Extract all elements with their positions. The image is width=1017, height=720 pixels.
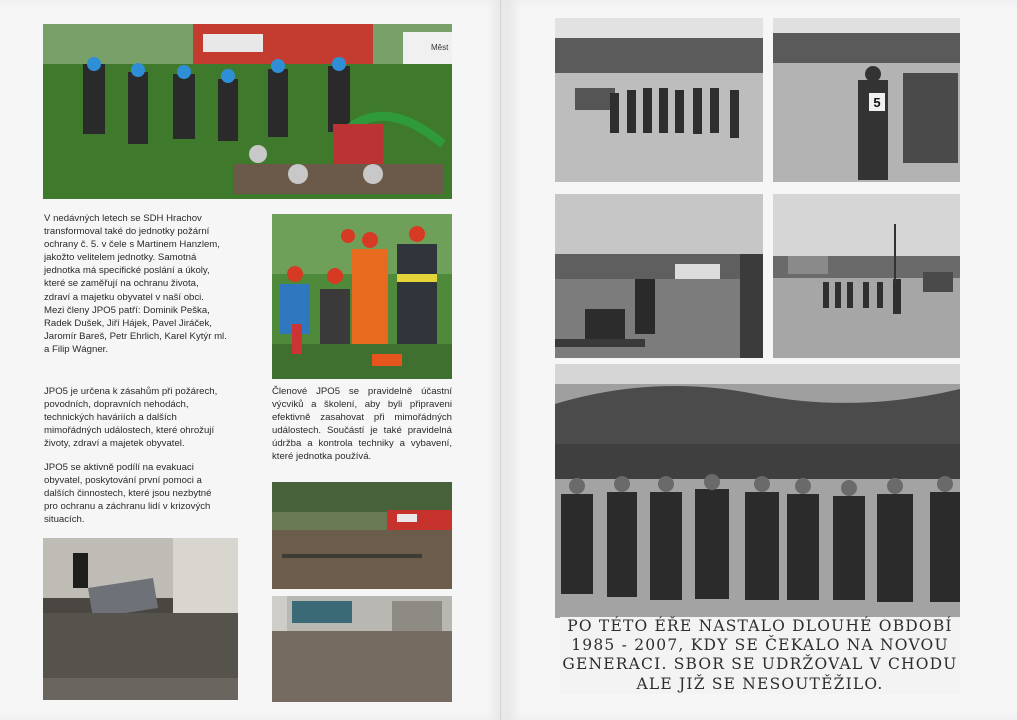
bib-number: 5 xyxy=(873,95,881,110)
photo-archive-group-portrait xyxy=(555,364,960,618)
photo-flooded-building xyxy=(43,538,238,700)
photo-archive-lineup-field xyxy=(555,18,763,182)
jpo5-purpose-paragraph: JPO5 je určena k zásahům při požárech, povodních, dopravních nehodách, technických haváriích a dalších mimořádných událostech, které ohrožují životy, zdraví a majetek obyvatel. xyxy=(44,386,218,450)
intro-paragraph: V nedávných letech se SDH Hrachov transformoval také do jednotky požární ochrany č. 5. v čele s Martinem Hanzlem, jakožto velitelem jednotky. Samotná jednotka má specifické poslání a úkoly, které se zaměřují na ochranu života, zdraví a majetku obyvatel v naší obci. Mezi členy JPO5 patří: Dominik Peška, Radek Dušek, Jiří Hájek, Pavel Jiráček, Jaromír Bareš, Petr Ehrlich, Karel Kytýr ml. a Filip Wágner. xyxy=(44,213,227,355)
banner-sign: Měst xyxy=(431,43,449,52)
photo-jpo5-members xyxy=(272,214,452,379)
photo-flooded-courtyard xyxy=(272,596,452,702)
photo-flood-street xyxy=(272,482,452,589)
photo-archive-runner-bib xyxy=(773,18,960,182)
photo-firefighting-competition xyxy=(43,24,452,199)
photo-archive-pump-crew xyxy=(555,194,763,358)
training-paragraph: Členové JPO5 se pravidelně účastní výcviků a školení, aby byli připraveni efektivně zasahovat při mimořádných událostech. Součástí je také pravidelná údržba a kontrola techniky a vybavení, které jednotka používá. xyxy=(272,386,452,463)
photo-archive-flag-lineup xyxy=(773,194,960,358)
archive-caption: PO TÉTO ÉŘE NASTALO DLOUHÉ OBDOBÍ 1985 - 2007, KDY SE ČEKALO NA NOVOU GENERACI. SBOR SE UDRŽOVAL V CHODU ALE JIŽ SE NESOUTĚŽILO. xyxy=(560,617,960,694)
jpo5-evacuation-paragraph: JPO5 se aktivně podílí na evakuaci obyvatel, poskytování první pomoci a dalších činnostech, které jsou nezbytné pro ochranu a záchranu lidí v krizových situacích. xyxy=(44,462,212,526)
